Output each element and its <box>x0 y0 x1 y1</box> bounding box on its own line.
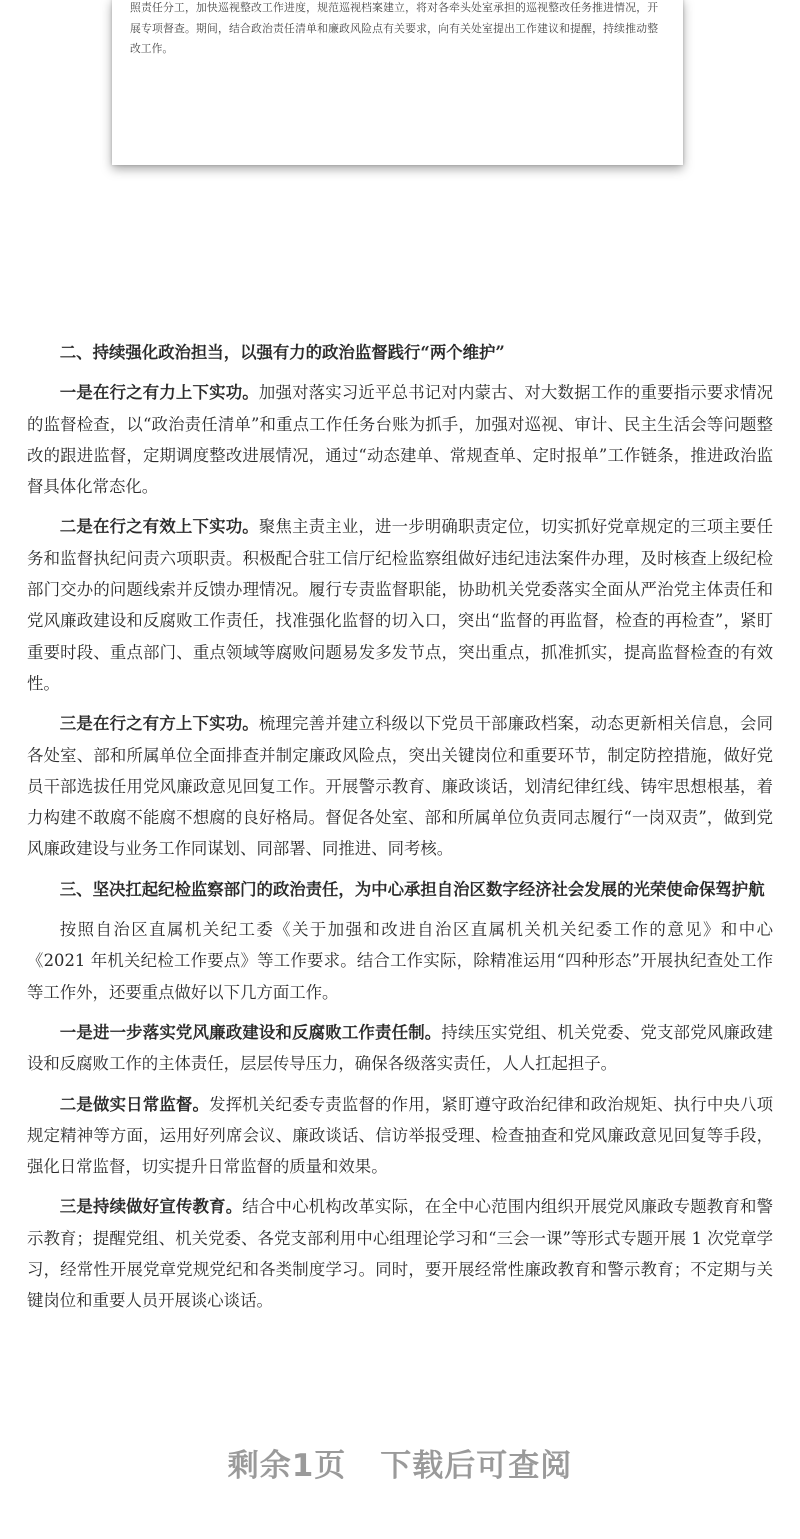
paragraph-lead: 三是在行之有方上下实功。 <box>59 714 259 734</box>
download-to-view-text[interactable]: 下载后可查阅 <box>380 1448 573 1484</box>
paragraph <box>27 1089 773 1183</box>
paragraph <box>27 1191 773 1316</box>
paragraph-lead: 二是做实日常监督。 <box>59 1094 210 1114</box>
paragraph <box>27 708 773 864</box>
paragraph <box>27 377 773 502</box>
section-heading: 二、持续强化政治担当，以强有力的政治监督践行“两个维护” <box>59 343 505 362</box>
paragraph-lead: 二是在行之有效上下实功。 <box>59 517 259 537</box>
paragraph-body: 持续压实党组、机关党委、党支部党风廉政建设和反腐败工作的主体责任，层层传导压力，确保各级落实责任，人人扛起担子。 <box>27 1022 774 1074</box>
paragraph-lead: 一是在行之有力上下实功。 <box>59 383 259 403</box>
paragraph-lead: 一是进一步落实党风廉政建设和反腐败工作责任制。 <box>59 1022 442 1042</box>
remaining-pages-text: 剩余1页 <box>227 1448 347 1484</box>
paragraph-body: 发挥机关纪委专责监督的作用，紧盯遵守政治纪律和政治规矩、执行中央八项规定精神等方面，运用好列席会议、廉政谈话、信访举报受理、检查抽查和党风廉政意见回复等手段，强化日常监督，切实提升日常监督的质量和效果。 <box>27 1094 774 1177</box>
paragraph-body: 结合中心机构改革实际，在全中心范围内组织开展党风廉政专题教育和警示教育；提醒党组、机关党委、各党支部利用中心组理论学习和“三会一课”等形式专题开展 1 次党章学习，经常性开展党章党规党纪和各类制度学习。同时，要开展经常性廉政教育和警示教育；不定期与关键岗位和重要人员开展谈心谈话。 <box>27 1197 773 1311</box>
section-heading: 三、坚决扛起纪检监察部门的政治责任，为中心承担自治区数字经济社会发展的光荣使命保驾护航 <box>59 879 765 899</box>
paragraph-body: 加强对落实习近平总书记对内蒙古、对大数据工作的重要指示要求情况的监督检查，以“政治责任清单”和重点工作任务台账为抓手，加强对巡视、审计、民主生活会等问题整改的跟进监督，定期调度整改进展情况，通过“动态建单、常规查单、定时报单”工作链条，推进政治监督具体化常态化。 <box>27 383 774 497</box>
preview-page-card <box>112 0 683 165</box>
document-body <box>27 337 773 1326</box>
preview-card-text: 照责任分工，加快巡视整改工作进度，规范巡视档案建立，将对各牵头处室承担的巡视整改任务推进情况，开展专项督查。期间，结合政治责任清单和廉政风险点有关要求，向有关处室提出工作建议和提醒，持续推动整改工作。 <box>130 1 658 55</box>
paragraph <box>27 511 773 699</box>
paragraph: 按照自治区直属机关纪工委《关于加强和改进自治区直属机关机关纪委工作的意见》和中心《2021 年机关纪检工作要点》等工作要求。结合工作实际，除精准运用“四种形态”开展执纪查处工作等工作外，还要重点做好以下几方面工作。 <box>27 920 773 1002</box>
paragraph-lead: 三是持续做好宣传教育。 <box>59 1197 243 1217</box>
paragraph <box>27 1017 773 1080</box>
download-prompt[interactable] <box>0 1440 800 1485</box>
paragraph-body: 梳理完善并建立科级以下党员干部廉政档案，动态更新相关信息，会同各处室、部和所属单位全面排查并制定廉政风险点，突出关键岗位和重要环节，制定防控措施，做好党员干部选拔任用党风廉政意见回复工作。开展警示教育、廉政谈话，划清纪律红线、铸牢思想根基，着力构建不敢腐不能腐不想腐的良好格局。督促各处室、部和所属单位负责同志履行“一岗双责”，做到党风廉政建设与业务工作同谋划、同部署、同推进、同考核。 <box>27 714 774 859</box>
paragraph-body: 聚焦主责主业，进一步明确职责定位，切实抓好党章规定的三项主要任务和监督执纪问责六项职责。积极配合驻工信厅纪检监察组做好违纪违法案件办理，及时核查上级纪检部门交办的问题线索并反馈办理情况。履行专责监督职能，协助机关党委落实全面从严治党主体责任和党风廉政建设和反腐败工作责任，找准强化监督的切入口，突出“监督的再监督，检查的再检查”，紧盯重要时段、重点部门、重点领域等腐败问题易发多发节点，突出重点，抓准抓实，提高监督检查的有效性。 <box>27 517 774 693</box>
